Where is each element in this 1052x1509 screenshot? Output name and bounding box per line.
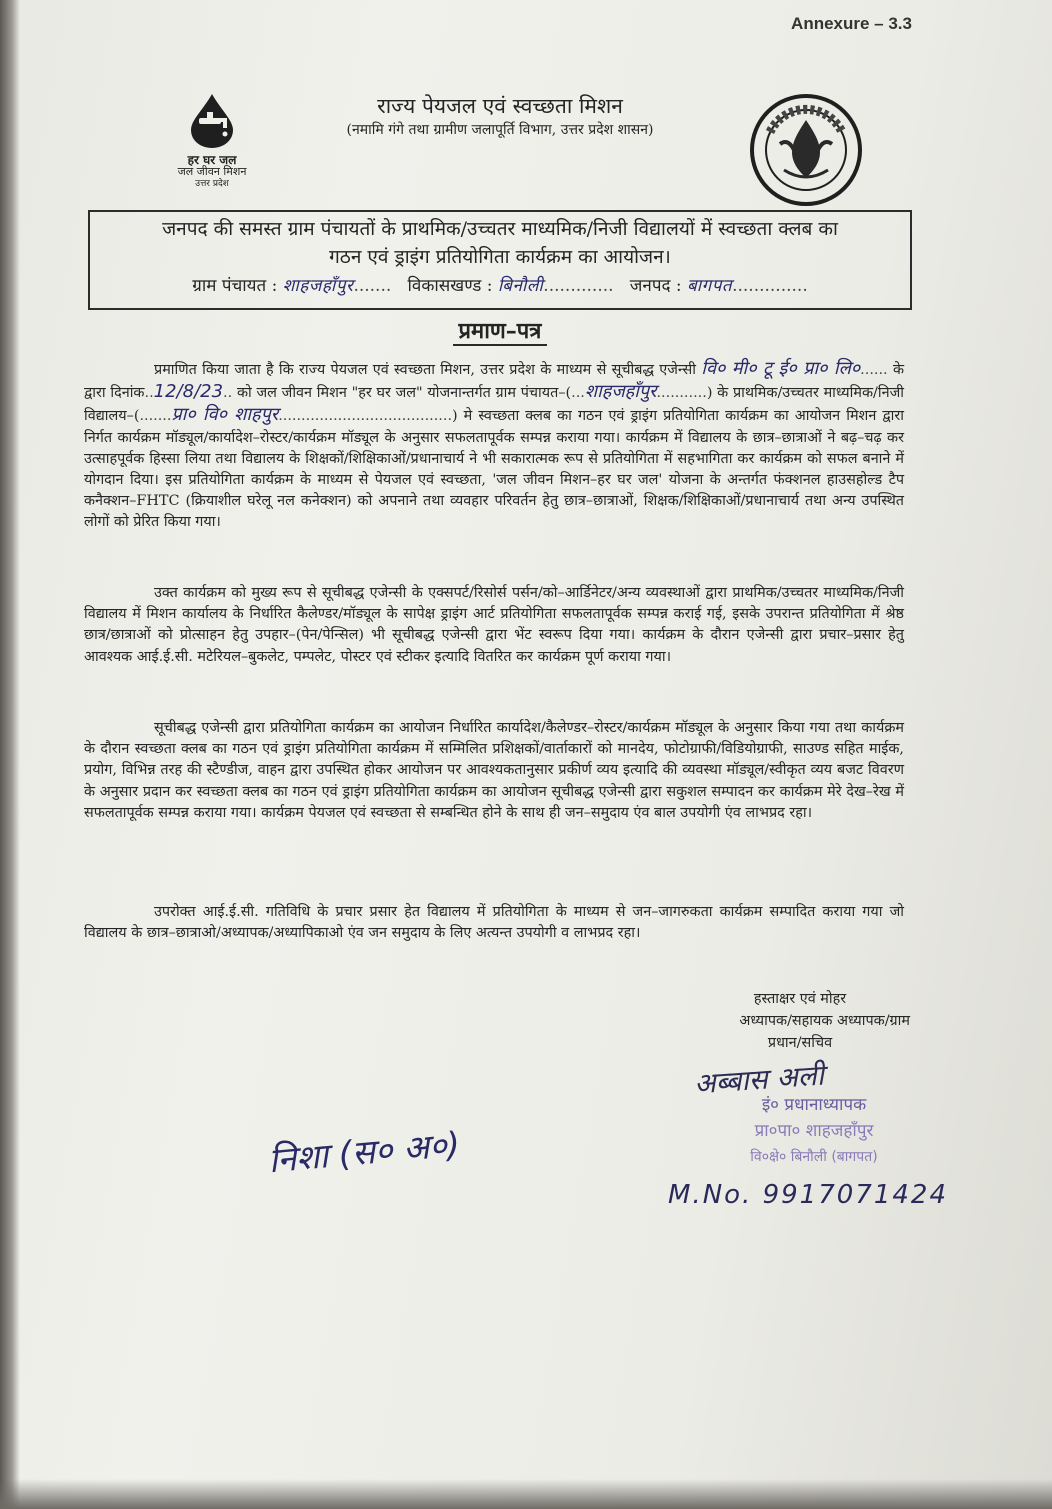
certificate-title-text: प्रमाण–पत्र xyxy=(453,318,548,346)
p2-text: उक्त कार्यक्रम को मुख्य रूप से सूचीबद्ध एजेन्सी के एक्सपर्ट/रिसोर्स पर्सन/को–आर्डिनेटर/अन्य व्यवस्थाओं द्वारा प्राथमिक/उच्चतर माध्यमिक/निजी विद्यालय में मिशन कार्यालय के निर्धारित कैलेण्डर/मॉड्यूल के सापेक्ष ड्राइंग आर्ट प्रतियोगिता सफलतापूर्वक सम्पन्न कराई गई, इसके उपरान्त प्रतियोगिता में श्रेष्ठ छात्र/छात्राओं को प्रोत्साहन हेतु उपहार–(पेन/पेन्सिल) भी सूचीबद्ध एजेन्सी द्वारा भेंट स्वरूप दिया गया। कार्यक्रम के दौरान एजेन्सी द्वारा प्रचार–प्रसार हेतु आवश्यक आई.ई.सी. मटेरियल–बुकलेट, पम्पलेट, पोस्टर एवं स्टीकर इत्यादि वितरित कर कार्यक्रम पूर्ण कराया गया। xyxy=(84,585,904,665)
p1-text-d: ) के प्राथमिक/उच्चतर माध्यमिक/निजी विद्यालय–( xyxy=(84,385,905,425)
dotted-fill: ....... xyxy=(139,408,172,425)
stamp-line-1: इं० प्रधानाध्यापक xyxy=(761,1095,867,1115)
vikaskhand-label: विकासखण्ड : xyxy=(407,276,493,296)
page-edge-shadow xyxy=(0,0,20,1509)
mission-title: राज्य पेयजल एवं स्वच्छता मिशन xyxy=(377,94,623,118)
signature-block xyxy=(650,988,910,1054)
janpad-value: बागपत xyxy=(687,276,733,296)
subject-box xyxy=(88,210,912,310)
annexure-label: Annexure – 3.3 xyxy=(791,14,912,33)
logo-line-2: जल जीवन मिशन xyxy=(177,165,247,178)
gram-panchayat-label: ग्राम पंचायत : xyxy=(192,276,278,296)
certificate-title xyxy=(0,316,1000,346)
logo-line-1: हर घर जल xyxy=(187,153,237,167)
dotted-fill: .. xyxy=(223,385,233,402)
paragraph-4 xyxy=(84,902,904,944)
date-handwritten: 12/8/23 xyxy=(153,381,224,403)
p4-text: उपरोक्त आई.ई.सी. गतिविधि के प्रचार प्रसार हेत विद्यालय में प्रतियोगिता के माध्यम से जन–जागरुकता कार्यक्रम सम्पादित कराया गया जो विद्यालय के छात्र–छात्राओ/अध्यापक/अध्यापिकाओ एंव जन समुदाय के लिए अत्यन्त उपयोगी व लाभप्रद रहा। xyxy=(84,904,904,942)
emblem-icon xyxy=(748,92,864,208)
gram-panchayat-value: शाहजहाँपुर xyxy=(282,276,354,296)
logo-line-3: उत्तर प्रदेश xyxy=(195,179,229,189)
dotted-fill: ...... xyxy=(860,362,888,378)
water-drop-icon xyxy=(185,92,239,150)
janpad-label: जनपद : xyxy=(629,276,682,296)
jal-jeevan-mission-logo xyxy=(162,92,262,190)
paragraph-1 xyxy=(84,358,904,534)
page-bottom-shadow xyxy=(0,1479,1052,1509)
official-stamp xyxy=(694,1092,934,1170)
location-fields xyxy=(90,274,910,298)
p1-text-e: ) मे स्वच्छता क्लब का गठन एवं ड्राइंग प्रतियोगिता कार्यक्रम का आयोजन मिशन द्वारा निर्गत कार्यक्रम मॉड्यूल/कार्यादेश–रोस्टर/कार्यक्रम मॉड्यूल के अनुसार सफलतापूर्वक सम्पन्न कराया गया। कार्यक्रम में विद्यालय के छात्र–छात्राओं ने बढ़–चढ़ कर उत्साहपूर्वक हिस्सा लिया तथा विद्यालय के शिक्षकों/शिक्षिकाओं/प्रधानाचार्य ने भी सकारात्मक रूप से प्रतियोगिता में सहभागिता कर कार्यक्रम को सफल बनाने में योगदान दिया। इस प्रतियोगिता कार्यक्रम के माध्यम से पेयजल एवं स्वच्छता, 'जल जीवन मिशन–हर घर जल' योजना के अन्तर्गत फंक्शनल हाउसहोल्ड टैप कनैक्शन–FHTC (क्रियाशील घरेलू नल कनेक्शन) को अपनाने तथा व्यवहार परिवर्तन हेतु छात्र–छात्राओं, शिक्षक/शिक्षिकाओं/प्रधानाचार्य तथा अन्य उपस्थित लोगों को प्रेरित किया गया। xyxy=(84,408,904,531)
p1-text-b: के द्वारा दिनांक xyxy=(84,362,904,402)
subject-line-2: गठन एवं ड्राइंग प्रतियोगिता कार्यक्रम का आयोजन। xyxy=(329,246,671,268)
paragraph-2 xyxy=(84,583,904,668)
p3-text: सूचीबद्ध एजेन्सी द्वारा प्रतियोगिता कार्यक्रम का आयोजन निर्धारित कार्यादेश/कैलेण्डर–रोस्टर/कार्यक्रम मॉड्यूल के अनुसार किया गया तथा कार्यक्रम के दौरान स्वच्छता क्लब का गठन एवं ड्राइंग प्रतियोगिता कार्यक्रम में सम्मिलित प्रशिक्षकों/वार्ताकारों को मानदेय, फोटोग्राफी/विडियोग्राफी, साउण्ड सहित माईक, प्रयोग, विभिन्न तरह की स्टैण्डीज, वाहन द्वारा उपस्थित होकर आयोजन पर आवश्यकतानुसार प्रकीर्ण व्यय इत्यादि की व्यवस्था मॉड्यूल/स्वीकृत व्यय बजट विवरण के अनुसार प्रदान कर स्वच्छता क्लब का गठन एवं ड्राइंग प्रतियोगिता कार्यक्रम का आयोजन सूचीबद्ध एजेन्सी द्वारा सकुशल सम्पादन कर कार्यक्रम मेरे देख–रेख में सफलतापूर्वक सम्पन्न कराया गया। कार्यक्रम पेयजल एवं स्वच्छता से सम्बन्धित होने के साथ ही जन–समुदाय एंव बाल उपयोगी एंव लाभप्रद रहा। xyxy=(84,720,904,821)
header-title-block xyxy=(280,92,720,140)
p1-text-a: प्रमाणित किया जाता है कि राज्य पेयजल एवं स्वच्छता मिशन, उत्तर प्रदेश के माध्यम से सूचीबद्ध एजेन्सी xyxy=(154,362,696,378)
paragraph-3 xyxy=(84,718,904,824)
signatory-designation: अध्यापक/सहायक अध्यापक/ग्राम xyxy=(739,1013,910,1029)
stamp-line-2: प्रा०पा० शाहजहाँपुर xyxy=(754,1121,874,1141)
p1-text-c: को जल जीवन मिशन "हर घर जल" योजनान्तर्गत ग्राम पंचायत–( xyxy=(236,385,572,402)
dotted-fill: .............. xyxy=(732,276,808,296)
signature-label: हस्ताक्षर एवं मोहर xyxy=(753,991,847,1007)
dotted-fill: ............. xyxy=(543,276,614,296)
dotted-fill: ... xyxy=(571,385,585,402)
dotted-fill: .. xyxy=(144,385,154,402)
agency-name-handwritten: वि० मी० टू ई० प्रा० लि० xyxy=(701,358,861,379)
dotted-fill: ....... xyxy=(353,276,392,296)
handwritten-signature: अब्बास अली xyxy=(693,1058,825,1101)
gram-panchayat-handwritten: शाहजहाँपुर xyxy=(584,381,657,403)
mobile-number-handwritten: M.No. 9917071424 xyxy=(668,1180,949,1210)
vikaskhand-value: बिनौली xyxy=(497,276,544,296)
dotted-fill: ...................................... xyxy=(278,408,453,425)
signatory-designation-2: प्रधान/सचिव xyxy=(767,1035,833,1051)
up-government-emblem xyxy=(748,92,864,208)
handwritten-remark: निशा (स० अ०) xyxy=(266,1124,462,1182)
subject-line-1: जनपद की समस्त ग्राम पंचायतों के प्राथमिक/उच्चतर माध्यमिक/निजी विद्यालयों में स्वच्छता क्लब का xyxy=(162,218,838,240)
dotted-fill: ........... xyxy=(656,385,707,402)
school-name-handwritten: प्रा० वि० शाहपुर xyxy=(171,404,279,426)
stamp-line-3: वि०क्षे० बिनौली (बागपत) xyxy=(750,1149,878,1165)
mission-subtitle: (नमामि गंगे तथा ग्रामीण जलापूर्ति विभाग, उत्तर प्रदेश शासन) xyxy=(346,122,654,138)
